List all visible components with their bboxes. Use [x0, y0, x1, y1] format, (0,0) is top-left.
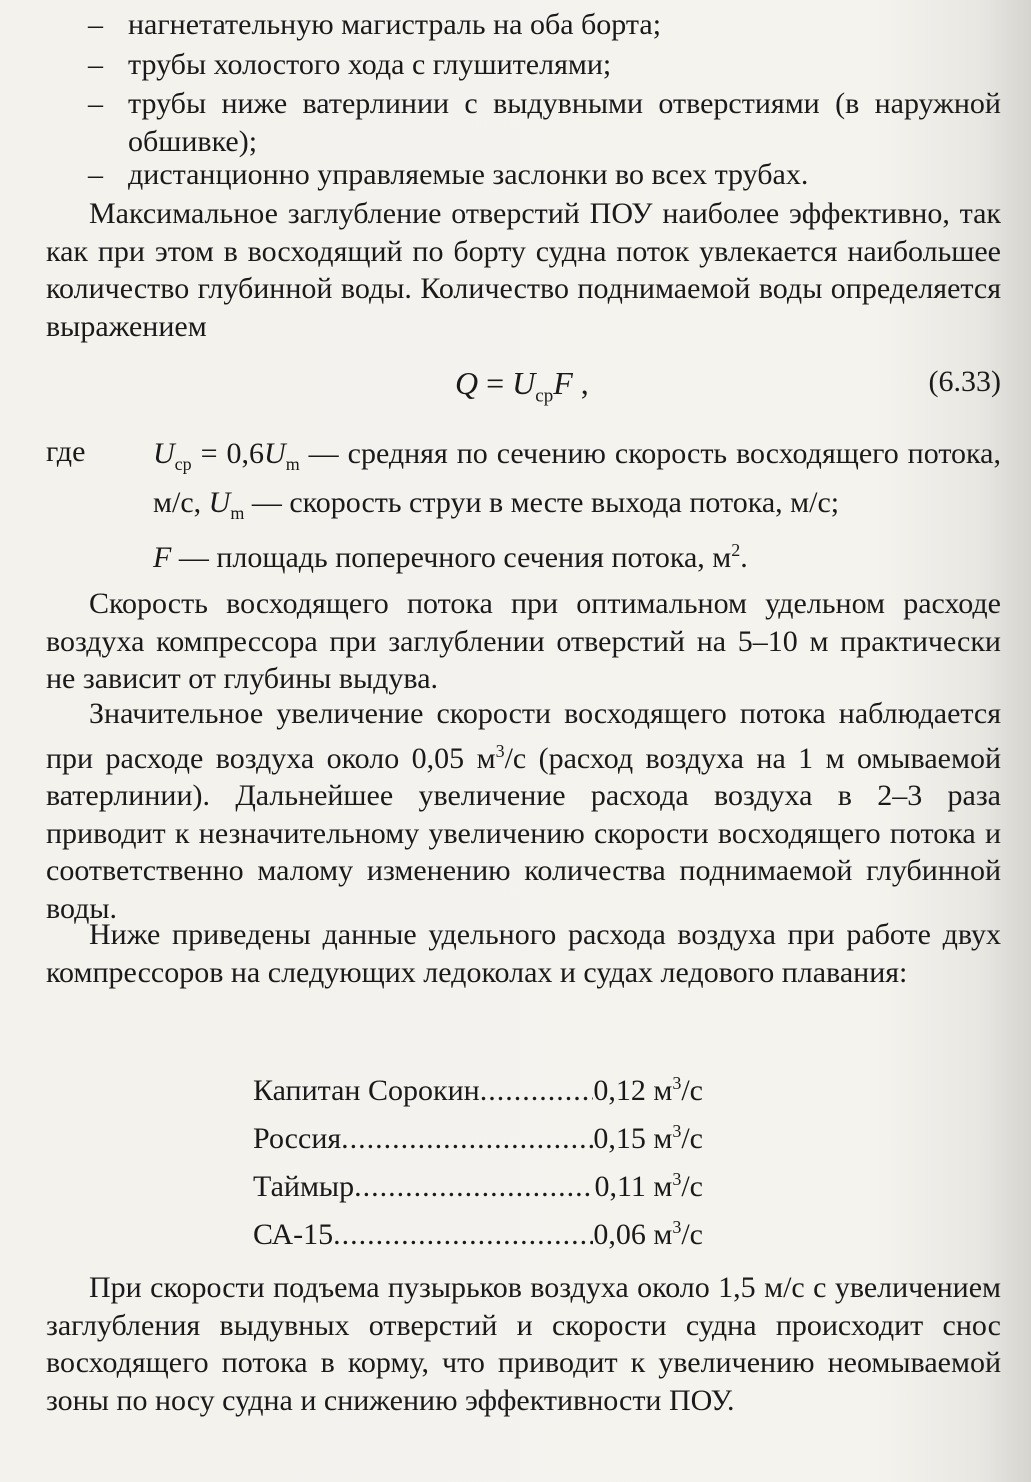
list-item [88, 46, 1001, 84]
bullet-dash: – [88, 8, 103, 41]
leader-dots [333, 1214, 593, 1255]
superscript: 3 [672, 1121, 682, 1141]
symbol-sub: m [230, 502, 245, 523]
symbol-sub: ср [174, 454, 192, 474]
value-text: 0,11 м [594, 1170, 673, 1203]
symbol-u: U [264, 437, 286, 470]
symbol-sub: m [285, 454, 300, 474]
list-item [88, 6, 1001, 44]
paragraph-part: /с (расход воздуха на 1 м омываемой ватерлинии). Дальнейшее увеличение расхода воздуха в 2–3 раза приводит к незначительному увеличению скорости восходящего потока и соответственно малому изменению количества поднимаемой глубинной воды. [46, 741, 1001, 925]
unit-text: /с [681, 1122, 703, 1155]
bullet-dash: – [88, 158, 103, 191]
leader-dots [480, 1070, 594, 1111]
ship-value [593, 1063, 703, 1111]
ship-name: СА-15 [253, 1218, 334, 1251]
list-item [253, 1063, 703, 1111]
list-item [253, 1159, 703, 1207]
superscript: 3 [495, 740, 505, 761]
definition-text: — скорость струи в месте выхода потока, м/с; [244, 485, 840, 519]
ship-name: Россия [253, 1122, 342, 1155]
definition-text: = 0,6 [191, 437, 265, 470]
list-item [253, 1207, 703, 1255]
formula [455, 365, 589, 407]
paragraph: Скорость восходящего потока при оптимальном удельном расходе воздуха компрессора при заглублении отверстий на 5–10 м практически не зависит от глубины выдува. [46, 587, 1001, 695]
bullet-dash: – [88, 87, 103, 120]
list-item-text: нагнетательную магистраль на оба борта; [128, 8, 662, 41]
list-item [88, 85, 1001, 160]
symbol-sup: 2 [731, 540, 741, 560]
value-text: 0,06 м [593, 1218, 673, 1251]
list-item [88, 156, 1001, 194]
formula-eq: = [478, 365, 513, 401]
formula-tail: , [572, 365, 589, 401]
ship-value [594, 1159, 703, 1207]
ship-list [253, 1063, 703, 1255]
ship-value [593, 1111, 703, 1159]
unit-text: /с [681, 1170, 703, 1203]
paragraph: Максимальное заглубление отверстий ПОУ наиболее эффективно, так как при этом в восходящий по борту судна поток увлекается наибольшее количество глубинной воды. Количество поднимаемой воды определяется выражением [46, 197, 1001, 343]
list-item-text: дистанционно управляемые заслонки во всех трубах. [128, 158, 809, 191]
ship-name: Таймыр [253, 1170, 355, 1203]
paragraph [46, 695, 1001, 927]
symbol-f: F [153, 541, 172, 574]
formula-u-sub: ср [535, 385, 554, 407]
paragraph: Ниже приведены данные удельного расхода воздуха при работе двух компрессоров на следующих ледоколах и судах ледового плавания: [46, 918, 1001, 989]
definition-text: — площадь поперечного сечения потока, м [171, 541, 732, 574]
definition-ucp [153, 435, 1001, 532]
unit-text: /с [681, 1218, 703, 1251]
where-definitions [153, 435, 1001, 577]
unit-text: /с [681, 1074, 703, 1107]
ship-name: Капитан Сорокин [253, 1074, 480, 1107]
superscript: 3 [672, 1169, 682, 1189]
equation-number: (6.33) [928, 365, 1001, 398]
definition-text: — средняя по сечению скорость восходящего потока, м/с, [153, 437, 1001, 519]
definition-f [153, 532, 1001, 577]
definition-text: . [740, 541, 748, 574]
leader-dots [341, 1118, 593, 1159]
bullet-dash: – [88, 48, 103, 81]
list-item-text: трубы холостого хода с глушителями; [128, 48, 612, 81]
symbol-u: U [208, 485, 231, 519]
value-text: 0,15 м [593, 1122, 673, 1155]
leader-dots [354, 1166, 594, 1207]
superscript: 3 [672, 1073, 682, 1093]
formula-f: F [553, 365, 573, 401]
list-item-text: трубы ниже ватерлинии с выдувными отверстиями (в наружной обшивке); [128, 87, 1001, 158]
superscript: 3 [672, 1217, 682, 1237]
list-item [253, 1111, 703, 1159]
where-label: где [46, 435, 86, 468]
value-text: 0,12 м [593, 1074, 673, 1107]
paragraph: При скорости подъема пузырьков воздуха около 1,5 м/с с увеличением заглубления выдувных отверстий и скорости судна происходит снос восходящего потока в корму, что приводит к увеличению неомываемой зоны по носу судна и снижению эффективности ПОУ. [46, 1271, 1001, 1417]
formula-u: U [512, 365, 536, 401]
symbol-u: U [153, 437, 175, 470]
ship-value [593, 1207, 703, 1255]
formula-q: Q [455, 365, 479, 401]
paragraph-part: Значительное увеличение скорости восходящего потока наблюдается при расходе воздуха около 0,05 м [46, 697, 1001, 775]
